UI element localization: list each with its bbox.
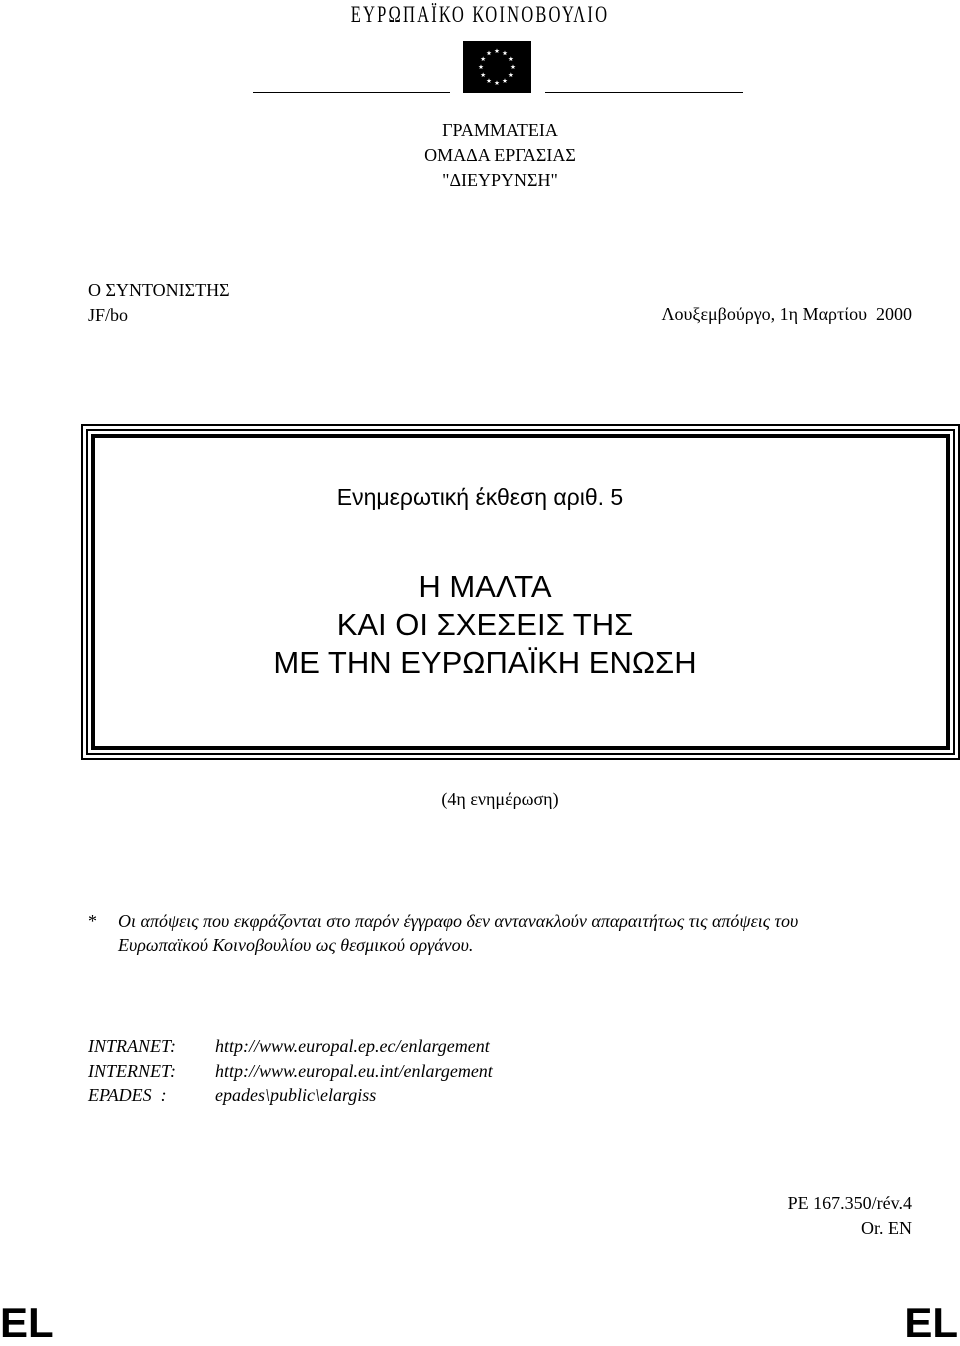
secretariat-block <box>0 118 960 193</box>
links-block <box>88 1034 493 1108</box>
link-label: INTERNET: <box>88 1060 177 1081</box>
title-line: Η ΜΑΛΤΑ <box>418 569 552 604</box>
title-line: ΜΕ ΤΗΝ ΕΥΡΩΠΑΪΚΗ ΕΝΩΣΗ <box>273 645 697 680</box>
eu-flag-icon <box>463 41 531 93</box>
working-party-name: "ΔΙΕΥΡΥΝΣΗ" <box>442 170 558 190</box>
link-url[interactable]: http://www.europal.eu.int/enlargement <box>215 1060 493 1081</box>
document-reference <box>788 1191 912 1241</box>
working-party-line: ΟΜΑΔΑ ΕΡΓΑΣΙΑΣ <box>424 145 576 165</box>
briefing-edition: (4η ενημέρωση) <box>441 789 559 809</box>
link-label: EPADES : <box>88 1085 167 1105</box>
link-row <box>88 1034 493 1059</box>
coordinator-title: Ο ΣΥΝΤΟΝΙΣΤΗΣ <box>88 280 230 300</box>
secretariat-line: ΓΡΑΜΜΑΤΕΙΑ <box>442 120 558 140</box>
link-row <box>88 1059 493 1084</box>
disclaimer-marker: * <box>88 911 97 931</box>
original-language: Or. EN <box>861 1218 912 1238</box>
link-path: epades\public\elargiss <box>215 1085 377 1105</box>
document-title <box>0 568 960 682</box>
disclaimer-text-line: Ευρωπαϊκού Κοινοβουλίου ως θεσμικού οργάνου. <box>118 935 474 955</box>
title-line: ΚΑΙ ΟΙ ΣΧΕΣΕΙΣ ΤΗΣ <box>336 607 634 642</box>
disclaimer <box>88 909 918 957</box>
link-url[interactable]: http://www.europal.ep.ec/enlargement <box>215 1036 490 1056</box>
coordinator-reference: JF/bo <box>88 305 129 325</box>
header-rule-right <box>545 92 743 93</box>
disclaimer-text-line: Οι απόψεις που εκφράζονται στο παρόν έγγραφο δεν αντανακλούν απαραιτήτως τις απόψεις του <box>118 911 799 931</box>
report-number: Ενημερωτική έκθεση αριθ. 5 <box>336 484 624 510</box>
institution-name: ΕΥΡΩΠΑΪΚΟ ΚΟΙΝΟΒΟΥΛΙΟ <box>350 2 610 27</box>
link-label: INTRANET: <box>88 1036 177 1056</box>
link-row <box>88 1083 493 1108</box>
document-date: Λουξεμβούργο, 1η Μαρτίου 2000 <box>661 304 912 324</box>
header-rule-left <box>253 92 450 93</box>
language-code-left: EL <box>0 1299 54 1346</box>
coordinator-block <box>88 278 230 328</box>
document-number: PE 167.350/rév.4 <box>787 1193 912 1213</box>
language-code-right: EL <box>904 1299 958 1346</box>
